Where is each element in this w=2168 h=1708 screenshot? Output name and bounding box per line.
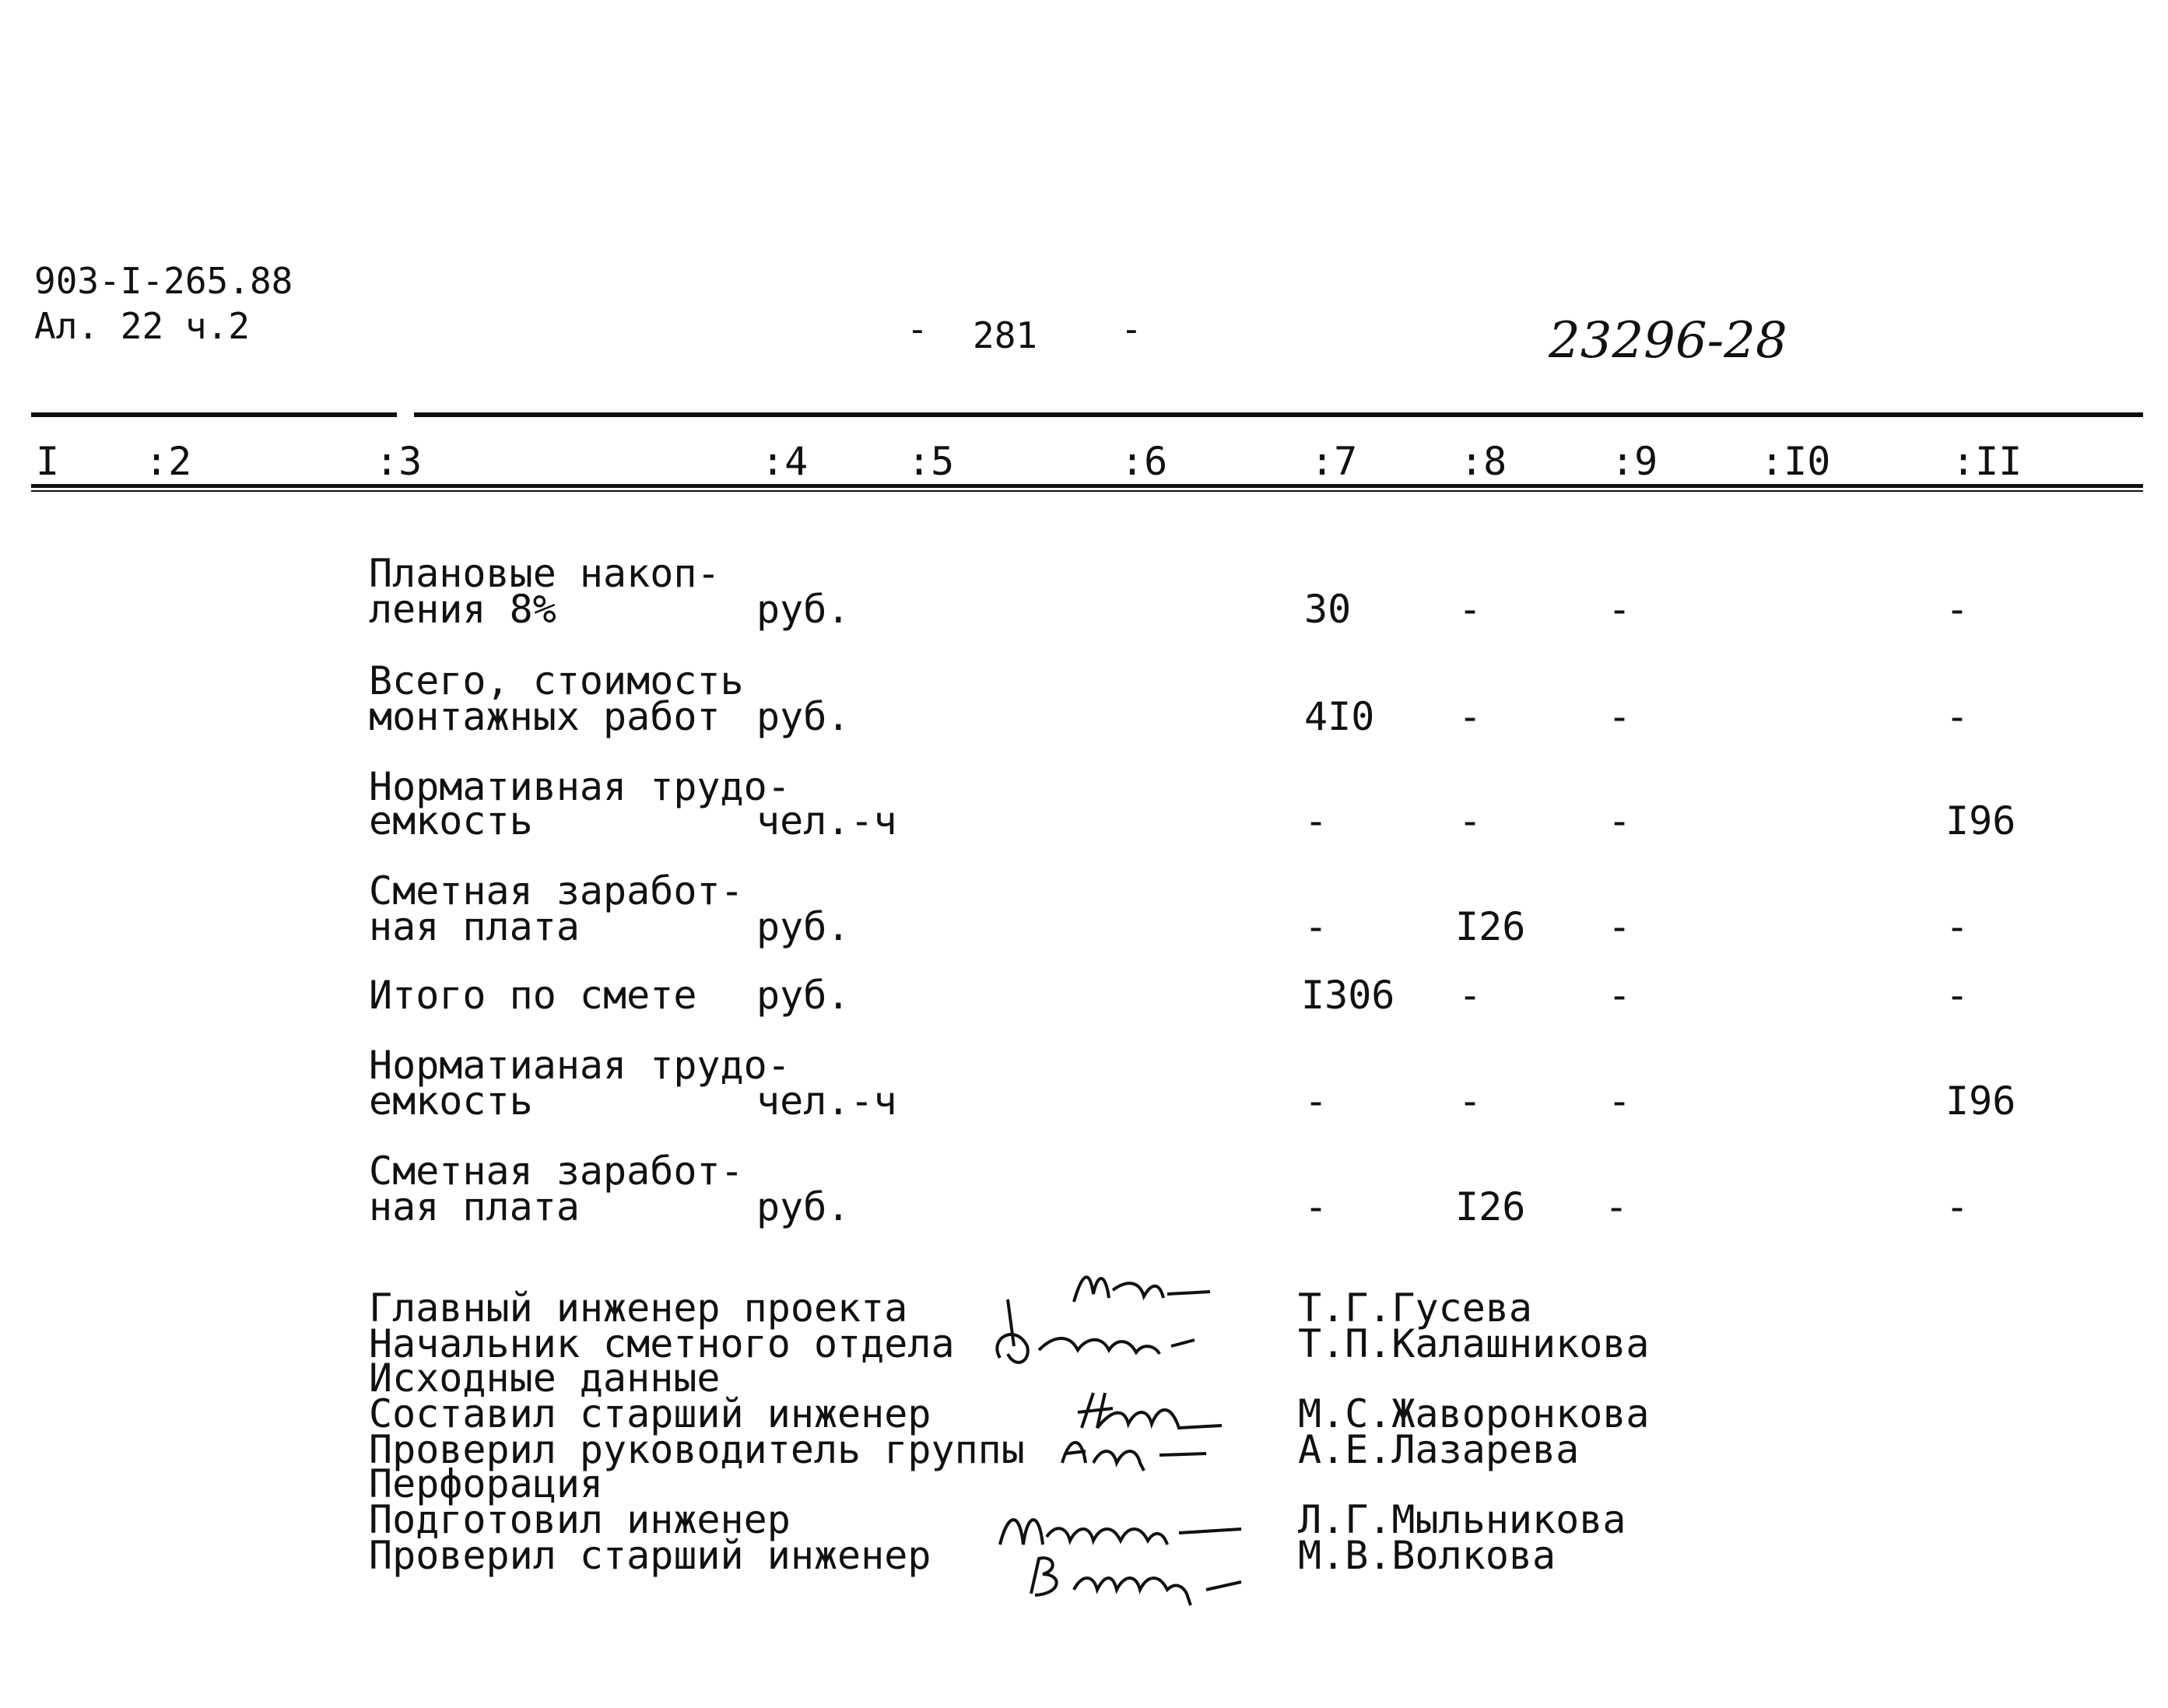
signatory-name: Т.Г.Гусева	[1298, 1285, 1533, 1331]
row-name-line2: емкость	[369, 798, 533, 843]
column-header-8: :8	[1460, 439, 1507, 484]
signature-kalashnikova	[984, 1292, 1218, 1380]
page-dash-left: -	[907, 308, 928, 350]
signature-role: Проверил старший инженер	[369, 1533, 931, 1578]
row-col8: I26	[1455, 1184, 1526, 1229]
row-col11: -	[1945, 1184, 1970, 1229]
column-header-9: :9	[1611, 439, 1658, 484]
signatory-name: Т.П.Калашникова	[1298, 1321, 1650, 1366]
row-col7: I306	[1301, 973, 1395, 1018]
signature-role: Исходные данные	[369, 1356, 721, 1401]
row-name-line2: ная плата	[369, 1184, 580, 1229]
row-unit: чел.-ч	[756, 1078, 897, 1124]
row-col9: -	[1608, 694, 1632, 739]
signatory-name: М.С.Жаворонкова	[1298, 1391, 1650, 1436]
row-col8: -	[1458, 694, 1482, 739]
signature-role: Подготовил инженер	[369, 1497, 791, 1542]
header-underline-1	[31, 484, 2143, 488]
row-col11: -	[1945, 587, 1970, 632]
row-name-line1: Всего, стоимость	[369, 658, 744, 703]
column-header-11: :II	[1952, 439, 2022, 484]
signature-role: Перфорация	[369, 1461, 604, 1506]
signatory-name: М.В.Волкова	[1298, 1533, 1556, 1578]
signature-role: Главный инженер проекта	[369, 1285, 908, 1331]
column-header-10: :I0	[1760, 439, 1831, 484]
row-unit: чел.-ч	[756, 798, 897, 843]
row-col8: -	[1458, 587, 1482, 632]
row-unit: руб.	[756, 694, 851, 739]
row-col9: -	[1608, 904, 1632, 949]
page-dash-right: -	[1121, 308, 1142, 350]
signatory-name: Л.Г.Мыльникова	[1298, 1497, 1626, 1542]
signature-role: Проверил руководитель группы	[369, 1427, 1025, 1472]
signature-role: Начальник сметного отдела	[369, 1321, 955, 1366]
column-header-6: :6	[1121, 439, 1168, 484]
row-name-line2: ления 8%	[369, 587, 556, 632]
row-unit: руб.	[756, 973, 851, 1018]
row-col7: -	[1304, 1078, 1328, 1124]
row-name-line2: емкость	[369, 1078, 533, 1124]
row-col7: -	[1304, 798, 1328, 843]
signature-volkova	[1019, 1547, 1253, 1612]
header-underline-2	[31, 490, 2143, 492]
row-col7: -	[1304, 904, 1328, 949]
column-header-7: :7	[1310, 439, 1358, 484]
row-name-line2: ная плата	[369, 904, 580, 949]
signature-lazareva	[1051, 1424, 1222, 1482]
row-unit: руб.	[756, 1184, 851, 1229]
row-col9: -	[1605, 1184, 1629, 1229]
row-col11: I96	[1945, 798, 2016, 843]
top-rule-left	[31, 412, 397, 417]
handwritten-number: 23296-28	[1549, 312, 1787, 370]
row-col8: I26	[1455, 904, 1526, 949]
row-col9: -	[1608, 973, 1632, 1018]
row-name-line2: монтажных работ	[369, 694, 721, 739]
column-header-1: I	[36, 439, 60, 484]
top-rule-right	[414, 412, 2143, 417]
album-part: Ал. 22 ч.2	[34, 305, 250, 347]
row-col11: -	[1945, 694, 1970, 739]
row-col9: -	[1608, 587, 1632, 632]
row-col7: 4I0	[1304, 694, 1375, 739]
row-col7: 30	[1304, 587, 1352, 632]
row-col8: -	[1458, 1078, 1482, 1124]
column-header-4: :4	[761, 439, 809, 484]
row-unit: руб.	[756, 587, 851, 632]
column-header-2: :2	[145, 439, 192, 484]
signatory-name: А.Е.Лазарева	[1298, 1427, 1580, 1472]
row-name-line1: Сметная заработ-	[369, 1149, 744, 1194]
row-col9: -	[1608, 1078, 1632, 1124]
row-name-line1: Сметная заработ-	[369, 868, 744, 914]
column-header-5: :5	[907, 439, 955, 484]
page-number: 281	[973, 314, 1038, 356]
row-col8: -	[1458, 798, 1482, 843]
row-name-line1: Итого по смете	[369, 973, 697, 1018]
signature-role: Составил старший инженер	[369, 1391, 931, 1436]
row-unit: руб.	[756, 904, 851, 949]
row-col11: -	[1945, 904, 1970, 949]
row-name-line1: Норматианая трудо-	[369, 1043, 791, 1088]
row-col9: -	[1608, 798, 1632, 843]
row-col11: -	[1945, 973, 1970, 1018]
column-header-3: :3	[375, 439, 423, 484]
row-name-line1: Плановые накоп-	[369, 551, 721, 596]
row-col11: I96	[1945, 1078, 2016, 1124]
row-col8: -	[1458, 973, 1482, 1018]
row-col7: -	[1304, 1184, 1328, 1229]
document-code: 903-I-265.88	[34, 260, 293, 302]
row-name-line1: Нормативная трудо-	[369, 764, 791, 809]
